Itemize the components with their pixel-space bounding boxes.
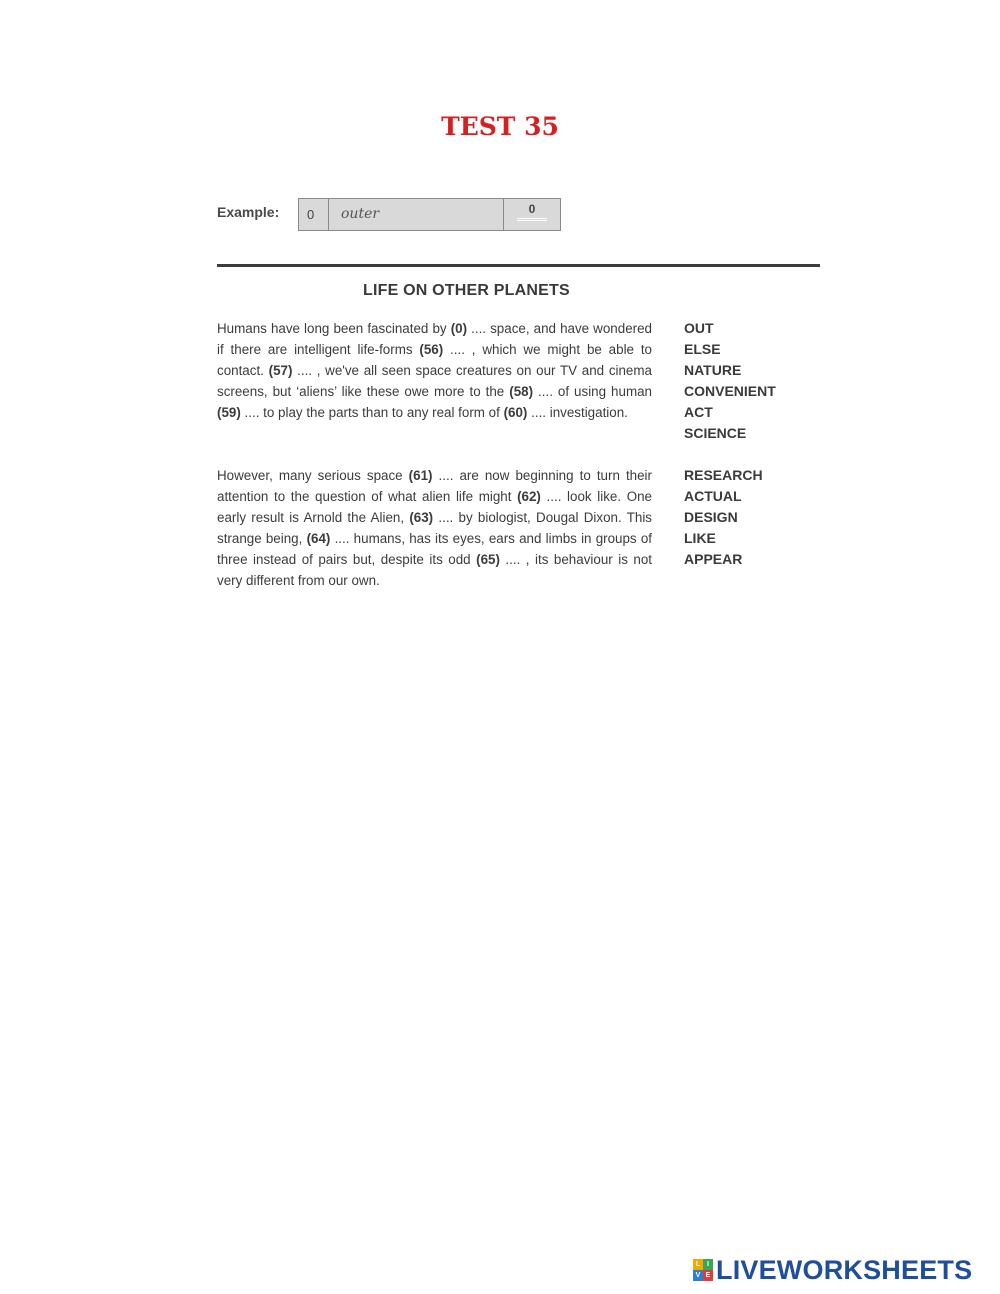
example-word: outer: [329, 199, 504, 230]
gap-number: (64): [306, 531, 331, 546]
logo-mark-tile: I: [703, 1259, 713, 1270]
logo-mark-icon: [693, 1259, 713, 1281]
word-prompt: ELSE: [684, 341, 721, 357]
gap-number: (57): [268, 363, 293, 378]
example-label: Example:: [217, 204, 280, 220]
word-prompt: ACTUAL: [684, 488, 742, 504]
passage-text: .... are now beginning to turn their attention to the question of what alien life might: [217, 468, 652, 504]
word-prompt: NATURE: [684, 362, 742, 378]
word-prompt: SCIENCE: [684, 425, 747, 441]
liveworksheets-logo: [693, 1256, 972, 1284]
gap-number: (60): [503, 405, 528, 420]
gap-number: (63): [409, 510, 434, 525]
passage-heading: LIFE ON OTHER PLANETS: [363, 282, 570, 299]
example-answer-cell: [504, 199, 560, 230]
word-prompt: CONVENIENT: [684, 383, 776, 399]
passage-text: .... , which we might be able to contact.: [217, 342, 652, 378]
passage-paragraph-2: [217, 465, 652, 591]
passage-text: .... to play the parts than to any real form of: [240, 405, 504, 420]
passage-text: .... humans, has its eyes, ears and limbs in groups of three instead of pairs but, despite its odd: [217, 531, 653, 567]
word-prompt: ACT: [684, 404, 713, 420]
gap-number: (62): [517, 489, 541, 504]
example-box: [298, 198, 561, 231]
gap-number: (0): [450, 321, 468, 336]
gap-number: (59): [217, 405, 241, 420]
word-prompt: LIKE: [684, 530, 716, 546]
word-prompt: RESEARCH: [684, 467, 763, 483]
passage-text: .... , its behaviour is not very different from our own.: [217, 552, 652, 588]
passage-paragraph-1: [217, 318, 652, 423]
word-prompt: OUT: [684, 320, 714, 336]
passage-text: .... of using human: [533, 384, 653, 399]
section-divider: [217, 264, 820, 267]
word-list-1: [684, 318, 776, 444]
example-answer-marks: [517, 218, 547, 224]
logo-mark-tile: V: [693, 1270, 703, 1281]
passage-text: However, many serious space: [217, 468, 409, 483]
passage-text: .... space, and have wondered if there are intelligent life-forms: [217, 321, 652, 357]
passage-text: .... , we've all seen space creatures on our TV and cinema screens, but ‘aliens’ like these owe more to the: [217, 363, 652, 399]
passage-text: .... look like. One early result is Arnold the Alien,: [217, 489, 653, 525]
word-prompt: DESIGN: [684, 509, 738, 525]
logo-text: LIVEWORKSHEETS: [716, 1254, 973, 1285]
page-title: TEST 35: [441, 112, 559, 141]
passage-text: .... by biologist, Dougal Dixon. This strange being,: [217, 510, 652, 546]
word-prompt: APPEAR: [684, 551, 743, 567]
logo-mark-tile: E: [703, 1270, 713, 1281]
passage-text: Humans have long been fascinated by: [217, 321, 451, 336]
logo-mark-tile: L: [693, 1259, 703, 1270]
example-number: 0: [299, 199, 329, 230]
gap-number: (58): [509, 384, 534, 399]
passage-text: .... investigation.: [527, 405, 628, 420]
gap-number: (65): [476, 552, 500, 567]
gap-number: (61): [408, 468, 433, 483]
example-answer: 0: [528, 202, 536, 216]
gap-number: (56): [419, 342, 444, 357]
word-list-2: [684, 465, 763, 570]
